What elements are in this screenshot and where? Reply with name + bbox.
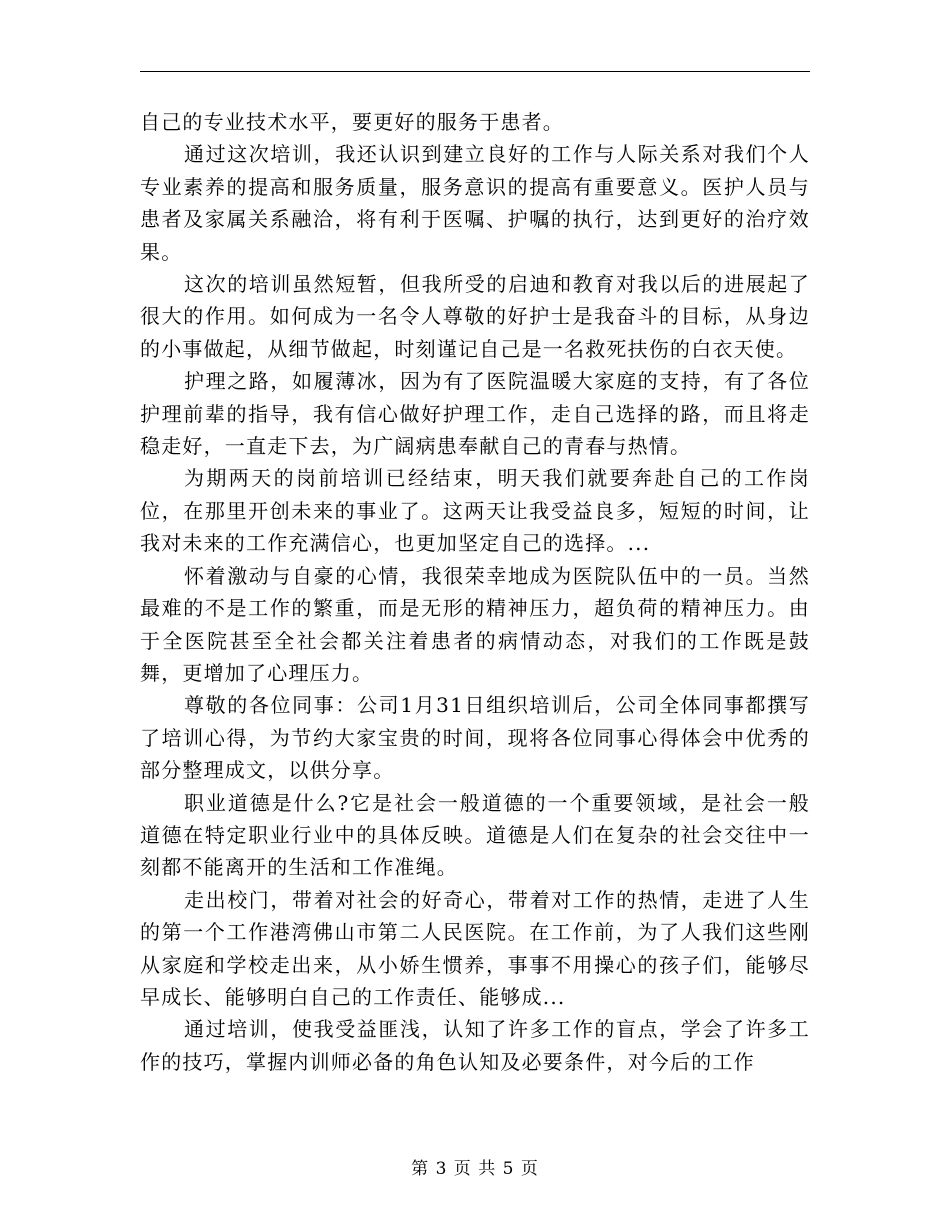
header-rule [140,71,810,72]
paragraph-7: 尊敬的各位同事：公司1月31日组织培训后，公司全体同事都撰写了培训心得，为节约大家宝贵的时间，现将各位同事心得体会中优秀的部分整理成文，以供分享。 [140,693,810,783]
paragraph-1: 自己的专业技术水平，要更好的服务于患者。 [140,110,564,134]
paragraph-3: 这次的培训虽然短暂，但我所受的启迪和教育对我以后的进展起了很大的作用。如何成为一名令人尊敬的好护士是我奋斗的目标，从身边的小事做起，从细节做起，时刻谨记自己是一名救死扶伤的白衣天使。 [140,272,810,361]
paragraph-4: 护理之路，如履薄冰，因为有了医院温暖大家庭的支持，有了各位护理前辈的指导，我有信心做好护理工作，走自己选择的路，而且将走稳走好，一直走下去，为广阔病患奉献自己的青春与热情。 [140,369,810,459]
page-number-footer: 第 3 页 共 5 页 [411,1159,539,1179]
paragraph-9: 走出校门，带着对社会的好奇心，带着对工作的热情，走进了人生的第一个工作港湾佛山市第二人民医院。在工作前，为了人我们这些刚从家庭和学校走出来，从小娇生惯养，事事不用操心的孩子们，能够尽早成长、能够明白自己的工作责任、能够成... [140,887,810,1009]
paragraph-6: 怀着激动与自豪的心情，我很荣幸地成为医院队伍中的一员。当然最难的不是工作的繁重，而是无形的精神压力，超负荷的精神压力。由于全医院甚至全社会都关注着患者的病情动态，对我们的工作既是鼓舞，更增加了心理压力。 [140,563,810,685]
paragraph-8: 职业道德是什么?它是社会一般道德的一个重要领域，是社会一般道德在特定职业行业中的具体反映。道德是人们在复杂的社会交往中一刻都不能离开的生活和工作准绳。 [140,790,810,880]
document-body [140,106,810,1078]
paragraph-5: 为期两天的岗前培训已经结束，明天我们就要奔赴自己的工作岗位，在那里开创未来的事业了。这两天让我受益良多，短短的时间，让我对未来的工作充满信心，也更加坚定自己的选择。... [140,466,810,556]
paragraph-2: 通过这次培训，我还认识到建立良好的工作与人际关系对我们个人专业素养的提高和服务质量，服务意识的提高有重要意义。医护人员与患者及家属关系融洽，将有利于医嘱、护嘱的执行，达到更好的治疗效果。 [140,142,810,264]
paragraph-10: 通过培训，使我受益匪浅，认知了许多工作的盲点，学会了许多工作的技巧，掌握内训师必备的角色认知及必要条件，对今后的工作 [140,1017,810,1074]
